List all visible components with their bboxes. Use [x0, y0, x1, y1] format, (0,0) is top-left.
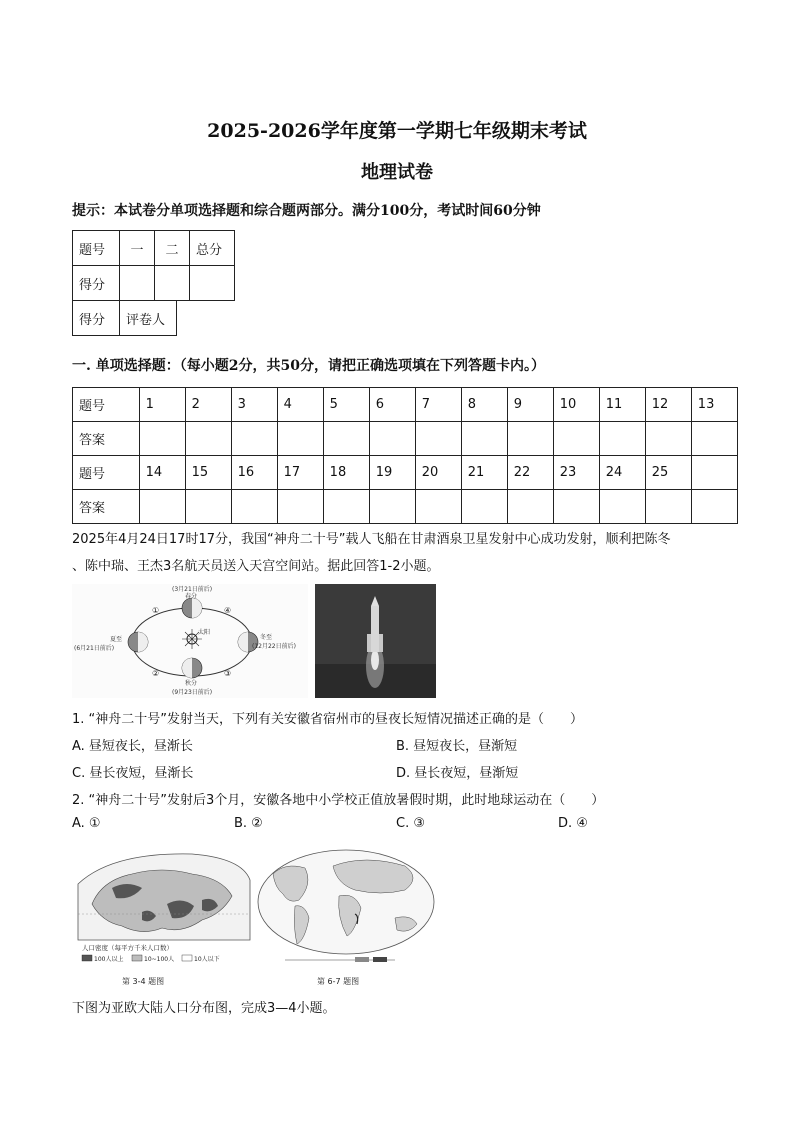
question-number-cell: 7	[415, 388, 461, 422]
question-number-cell: 22	[507, 456, 553, 490]
passage-line: 、陈中瑞、王杰3名航天员送入天宫空间站。据此回答1-2小题。	[72, 559, 440, 574]
question-number-cell: 1	[139, 388, 185, 422]
question-number-cell: 11	[599, 388, 645, 422]
answer-cell[interactable]	[185, 490, 231, 524]
question-number-cell: 18	[323, 456, 369, 490]
autumn-name-label: 秋分	[185, 680, 198, 687]
answer-card	[72, 387, 738, 524]
answer-cell[interactable]	[323, 422, 369, 456]
answer-cell[interactable]	[645, 422, 691, 456]
legend-swatch-low	[182, 955, 192, 961]
question-2-stem: 2. “神舟二十号”发射后3个月，安徽各地中小学校正值放暑假时期，此时地球运动在（ ）	[72, 793, 605, 808]
question-1-stem: 1. “神舟二十号”发射当天，下列有关安徽省宿州市的昼夜长短情况描述正确的是（ ）	[72, 712, 584, 727]
winter-date-label: (12月22日前后)	[252, 643, 296, 650]
map-legend-title: 人口密度（每平方千米人口数）	[82, 944, 173, 952]
question-number-cell: 16	[231, 456, 277, 490]
question-number-cell: 8	[461, 388, 507, 422]
answer-cell[interactable]	[553, 490, 599, 524]
question-number-cell: 4	[277, 388, 323, 422]
answer-cell[interactable]	[645, 490, 691, 524]
answer-cell[interactable]	[415, 422, 461, 456]
exam-hint: 提示：本试卷分单项选择题和综合题两部分。满分100分，考试时间60分钟	[72, 203, 541, 219]
answer-cell[interactable]	[277, 490, 323, 524]
question-number-cell: 25	[645, 456, 691, 490]
question-number-cell: 14	[139, 456, 185, 490]
passage-line: 2025年4月24日17时17分，我国“神舟二十号”载人飞船在甘肃酒泉卫星发射中心成功发射，顺利把陈冬	[72, 532, 671, 547]
position-3-label: ③	[224, 669, 232, 678]
question-number-cell: 9	[507, 388, 553, 422]
legend-label-low: 10人以下	[194, 956, 220, 963]
score-cell: 得分	[73, 266, 120, 301]
answer-label: 答案	[73, 422, 140, 456]
score-cell: 二	[155, 231, 190, 266]
passage-2: 下图为亚欧大陆人口分布图，完成3—4小题。	[72, 1001, 336, 1016]
answer-label: 答案	[73, 490, 140, 524]
score-cell	[155, 266, 190, 301]
grader-cell: 得分	[73, 301, 120, 336]
score-cell	[120, 266, 155, 301]
question-number-cell: 2	[185, 388, 231, 422]
answer-cell[interactable]	[139, 422, 185, 456]
q2-option-a[interactable]: A. ①	[72, 816, 101, 831]
question-number-cell: 24	[599, 456, 645, 490]
answer-cell[interactable]	[231, 422, 277, 456]
question-number-cell: 10	[553, 388, 599, 422]
q1-option-a[interactable]: A. 昼短夜长，昼渐长	[72, 739, 193, 754]
question-number-cell: 13	[691, 388, 737, 422]
answer-cell[interactable]	[461, 422, 507, 456]
question-number-cell: 6	[369, 388, 415, 422]
winter-name-label: 冬至	[260, 634, 273, 641]
eurasia-population-map	[72, 844, 252, 990]
map-caption-left: 第 3-4 题图	[122, 977, 165, 986]
answer-cell[interactable]	[277, 422, 323, 456]
summer-name-label: 夏至	[110, 636, 123, 643]
position-1-label: ①	[152, 606, 160, 615]
question-number-cell	[691, 456, 737, 490]
answer-cell[interactable]	[461, 490, 507, 524]
earth-orbit-diagram	[72, 584, 308, 698]
legend-label-high: 100人以上	[94, 956, 124, 963]
answer-label: 题号	[73, 456, 140, 490]
legend-label-mid: 10~100人	[144, 956, 175, 963]
question-number-cell: 15	[185, 456, 231, 490]
position-2-label: ②	[152, 669, 160, 678]
legend-swatch-high	[82, 955, 92, 961]
score-table	[72, 230, 235, 301]
answer-cell[interactable]	[553, 422, 599, 456]
question-number-cell: 5	[323, 388, 369, 422]
q1-option-c[interactable]: C. 昼长夜短，昼渐长	[72, 766, 194, 781]
answer-cell[interactable]	[415, 490, 461, 524]
spring-name-label: 春分	[185, 593, 198, 600]
world-map	[255, 844, 438, 990]
map-caption-right: 第 6-7 题图	[317, 977, 360, 986]
question-number-cell: 3	[231, 388, 277, 422]
sun-label: 太阳	[198, 629, 211, 636]
answer-cell[interactable]	[507, 422, 553, 456]
q1-option-d[interactable]: D. 昼长夜短，昼渐短	[396, 766, 519, 781]
question-number-cell: 21	[461, 456, 507, 490]
grader-table	[72, 300, 177, 336]
answer-cell[interactable]	[139, 490, 185, 524]
q2-option-d[interactable]: D. ④	[558, 816, 588, 831]
score-cell: 题号	[73, 231, 120, 266]
answer-cell[interactable]	[369, 490, 415, 524]
question-number-cell: 12	[645, 388, 691, 422]
spring-date-label: (3月21日前后)	[172, 586, 213, 593]
answer-cell[interactable]	[691, 422, 737, 456]
answer-cell[interactable]	[599, 490, 645, 524]
answer-cell[interactable]	[323, 490, 369, 524]
answer-cell[interactable]	[369, 422, 415, 456]
autumn-date-label: (9月23日前后)	[172, 689, 213, 696]
score-cell: 总分	[190, 231, 235, 266]
answer-label: 题号	[73, 388, 140, 422]
answer-cell[interactable]	[691, 490, 737, 524]
question-number-cell: 20	[415, 456, 461, 490]
section-heading: 一. 单项选择题：（每小题2分，共50分，请把正确选项填在下列答题卡内。）	[72, 358, 545, 374]
answer-cell[interactable]	[231, 490, 277, 524]
question-number-cell: 23	[553, 456, 599, 490]
answer-cell[interactable]	[599, 422, 645, 456]
rocket-launch-photo	[315, 584, 436, 698]
legend-swatch-mid	[132, 955, 142, 961]
answer-cell[interactable]	[507, 490, 553, 524]
exam-subtitle: 地理试卷	[361, 162, 433, 183]
answer-cell[interactable]	[185, 422, 231, 456]
exam-title: 2025-2026学年度第一学期七年级期末考试	[207, 120, 587, 142]
score-cell	[190, 266, 235, 301]
question-number-cell: 19	[369, 456, 415, 490]
q1-option-b[interactable]: B. 昼短夜长，昼渐短	[396, 739, 518, 754]
question-number-cell: 17	[277, 456, 323, 490]
position-4-label: ④	[224, 606, 232, 615]
score-cell: 一	[120, 231, 155, 266]
grader-cell: 评卷人	[120, 301, 177, 336]
summer-date-label: (6月21日前后)	[74, 645, 115, 652]
q2-option-b[interactable]: B. ②	[234, 816, 263, 831]
q2-option-c[interactable]: C. ③	[396, 816, 425, 831]
